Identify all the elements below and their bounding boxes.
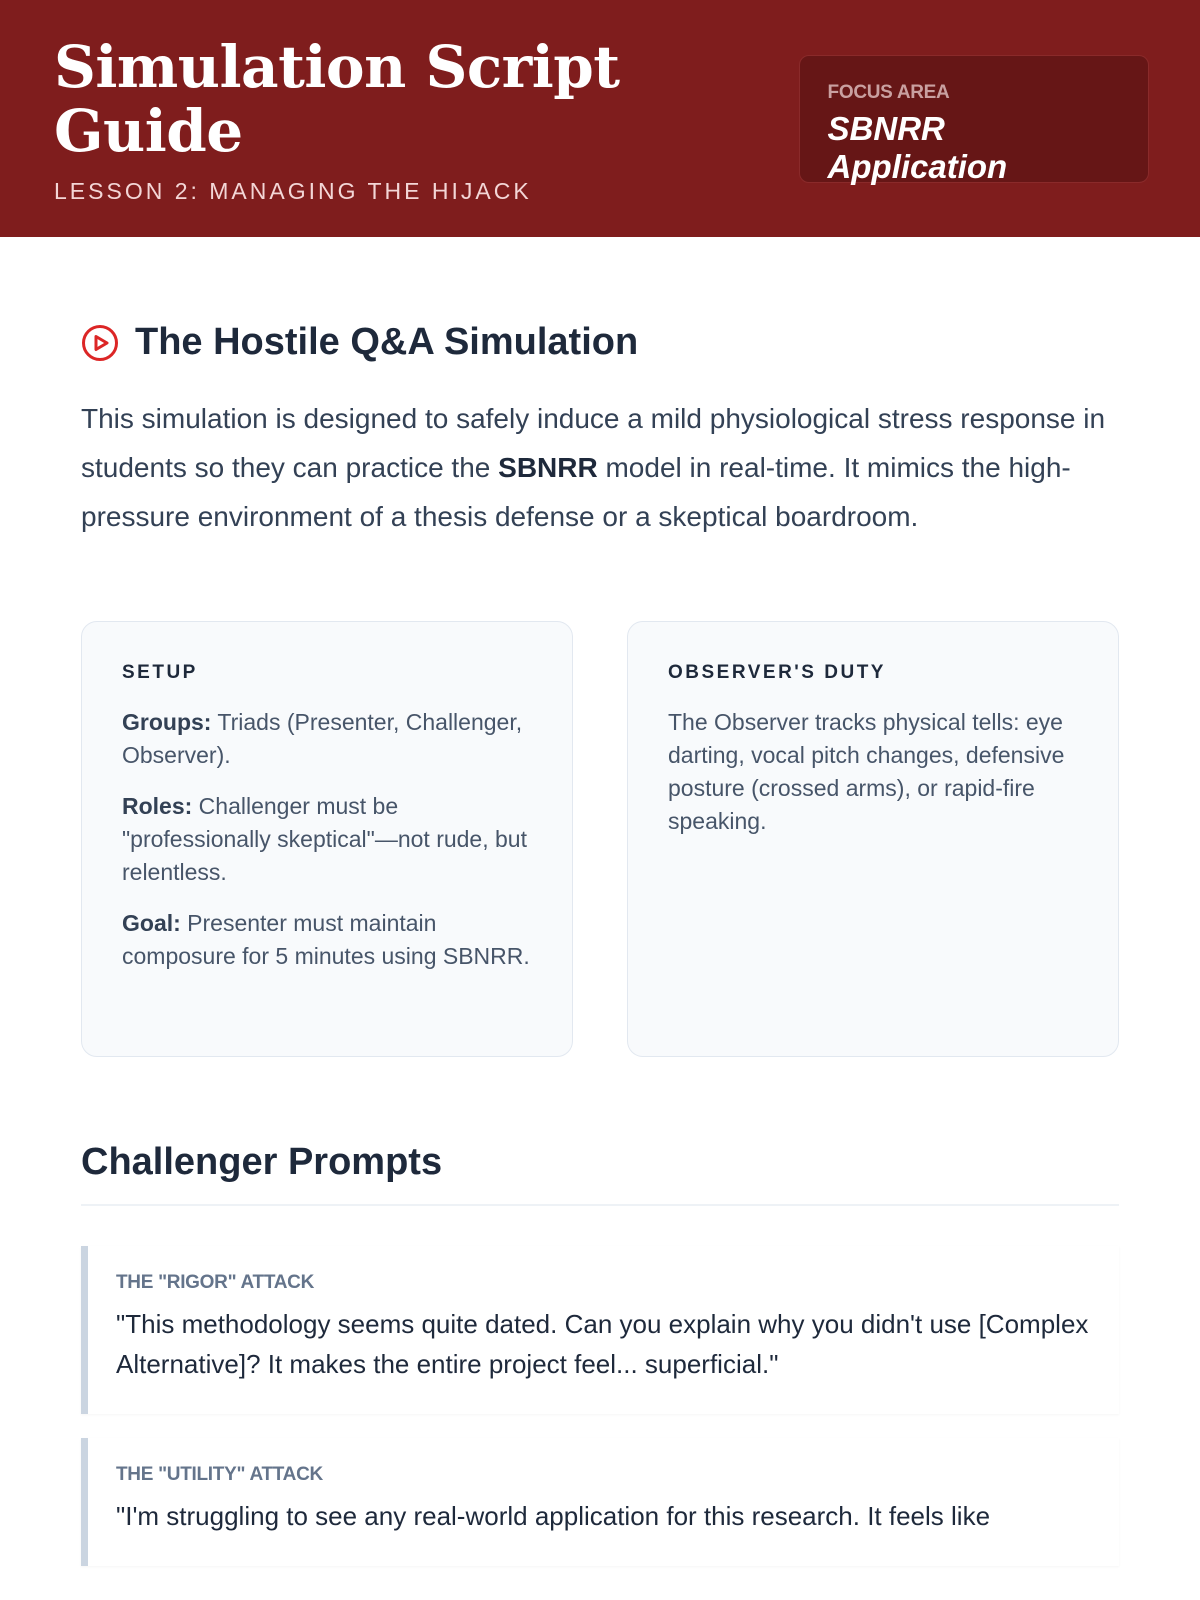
setup-goal — [122, 907, 532, 973]
play-circle-icon — [81, 324, 119, 362]
observer-text: The Observer tracks physical tells: eye darting, vocal pitch changes, defensive posture (crossed arms), or rapid-fire speaking. — [668, 709, 1065, 834]
focus-area-label: FOCUS AREA — [827, 81, 950, 103]
prompt-item — [81, 1246, 1119, 1414]
intro-bold-term: SBNRR — [498, 452, 598, 483]
roles-label: Roles: — [122, 793, 193, 819]
goal-text: Presenter must maintain composure for 5 minutes using SBNRR. — [122, 910, 530, 969]
roles-text: Challenger must be "professionally skeptical"—not rude, but relentless. — [122, 793, 527, 885]
prompts-title: Challenger Prompts — [81, 1141, 1119, 1206]
title-block — [54, 32, 799, 205]
setup-card-title: SETUP — [122, 662, 198, 683]
section-heading — [81, 321, 1119, 364]
setup-card — [81, 621, 573, 1057]
setup-groups — [122, 706, 532, 772]
prompt-text: "This methodology seems quite dated. Can you explain why you didn't use [Complex Alternative]? It makes the entire project feel... superficial." — [116, 1309, 1089, 1379]
info-cards — [81, 621, 1119, 1057]
observer-card-title: OBSERVER'S DUTY — [668, 662, 886, 683]
groups-label: Groups: — [122, 709, 212, 735]
groups-text: Triads (Presenter, Challenger, Observer). — [122, 709, 523, 768]
focus-area-value: SBNRR Application — [827, 109, 1008, 185]
intro-text-end: model in real-time. It mimics the high-pressure environment of a thesis defense or a skeptical boardroom. — [81, 452, 1071, 532]
prompt-label: THE "RIGOR" ATTACK — [116, 1272, 315, 1293]
page-title: Simulation Script Guide — [54, 33, 620, 165]
page-header — [0, 0, 1200, 237]
goal-label: Goal: — [122, 910, 181, 936]
prompt-item — [81, 1438, 1119, 1566]
main-content — [0, 321, 1200, 1566]
observer-card — [627, 621, 1119, 1057]
prompt-text: "I'm struggling to see any real-world application for this research. It feels like — [116, 1501, 991, 1531]
prompt-label: THE "UTILITY" ATTACK — [116, 1464, 323, 1485]
section-title: The Hostile Q&A Simulation — [135, 321, 639, 363]
setup-roles — [122, 790, 532, 889]
intro-paragraph — [81, 394, 1119, 541]
intro-text-start: This simulation is designed to safely induce a mild physiological stress response in students so they can practice the — [81, 403, 1106, 483]
lesson-subtitle: LESSON 2: MANAGING THE HIJACK — [54, 177, 532, 204]
focus-area-box — [799, 55, 1149, 183]
